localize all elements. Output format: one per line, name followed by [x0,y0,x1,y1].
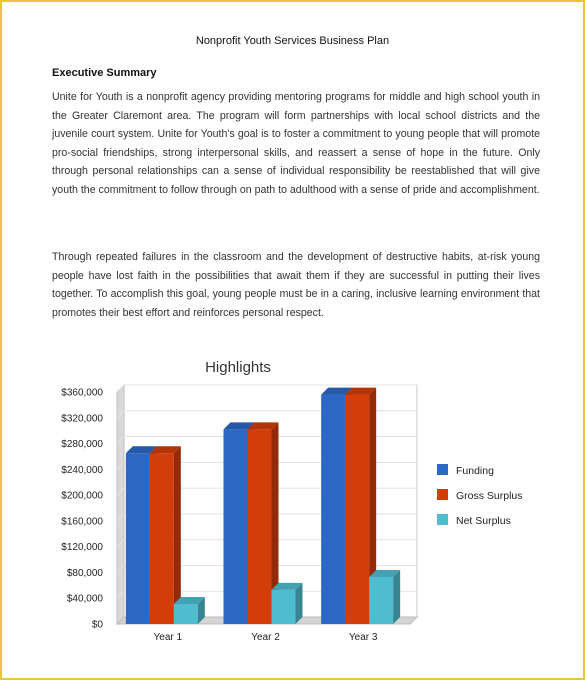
legend-label: Net Surplus [456,515,511,527]
bar [150,446,181,624]
document-title: Nonprofit Youth Services Business Plan [195,35,390,47]
bar-front [345,395,369,624]
y-tick-label: $360,000 [61,387,103,399]
bar-front [321,395,345,624]
bar-front [150,453,174,624]
y-tick-label: $120,000 [61,542,103,554]
plot-side-wall [117,385,124,624]
bar-front [224,429,248,624]
paragraph-1: Unite for Youth is a nonprofit agency providing mentoring programs for middle and high school youth in the Greater Claremont area. The program will form partnerships with local school districts and the juvenile court system. Unite for Youth's goal is to foster a commitment to young people that will promote pro-social friendships, strong interpersonal skills, and reassert a sense of hope in the future. Only through personal relationships can a sense of individual responsibility be reestablished that will give youth the commitment to follow through on path to adulthood with a sense of pride and accomplishment. [52,91,540,196]
y-tick-label: $0 [91,619,103,631]
bar-front [248,429,272,624]
y-tick-label: $160,000 [61,516,103,528]
x-tick-label: Year 3 [348,632,378,643]
bar [369,570,400,624]
document-page [2,2,583,678]
y-tick-label: $280,000 [61,439,103,451]
y-tick-label: $240,000 [61,464,103,476]
y-tick-label: $320,000 [61,413,103,425]
bar-front [369,577,393,624]
paragraph-2: Through repeated failures in the classroom and the development of destructive habits, at-risk young people have lost faith in the possibilities that await them if they are successful in putting their lives together. To accomplish this goal, young people must be in a caring, inclusive learning environment that promotes their best effort and reinforces personal respect. [52,251,540,319]
bar-side [174,446,181,624]
bar [174,597,205,624]
chart-svg [32,347,552,657]
y-tick-label: $80,000 [66,567,103,579]
section-heading: Executive Summary [52,67,157,79]
bar-side [296,583,303,624]
legend-swatch [437,489,448,500]
legend-label: Funding [456,465,494,477]
y-tick-label: $200,000 [61,490,103,502]
x-tick-label: Year 1 [153,632,183,643]
chart-title: Highlights [205,359,271,376]
highlights-chart [32,347,552,657]
legend-swatch [437,464,448,475]
y-tick-label: $40,000 [66,593,103,605]
bar-side [393,570,400,624]
bar-front [126,453,150,624]
legend-swatch [437,514,448,525]
bar [272,583,303,624]
bar-front [272,590,296,624]
legend-label: Gross Surplus [456,490,523,502]
x-tick-label: Year 2 [251,632,280,643]
bar-front [174,604,198,624]
